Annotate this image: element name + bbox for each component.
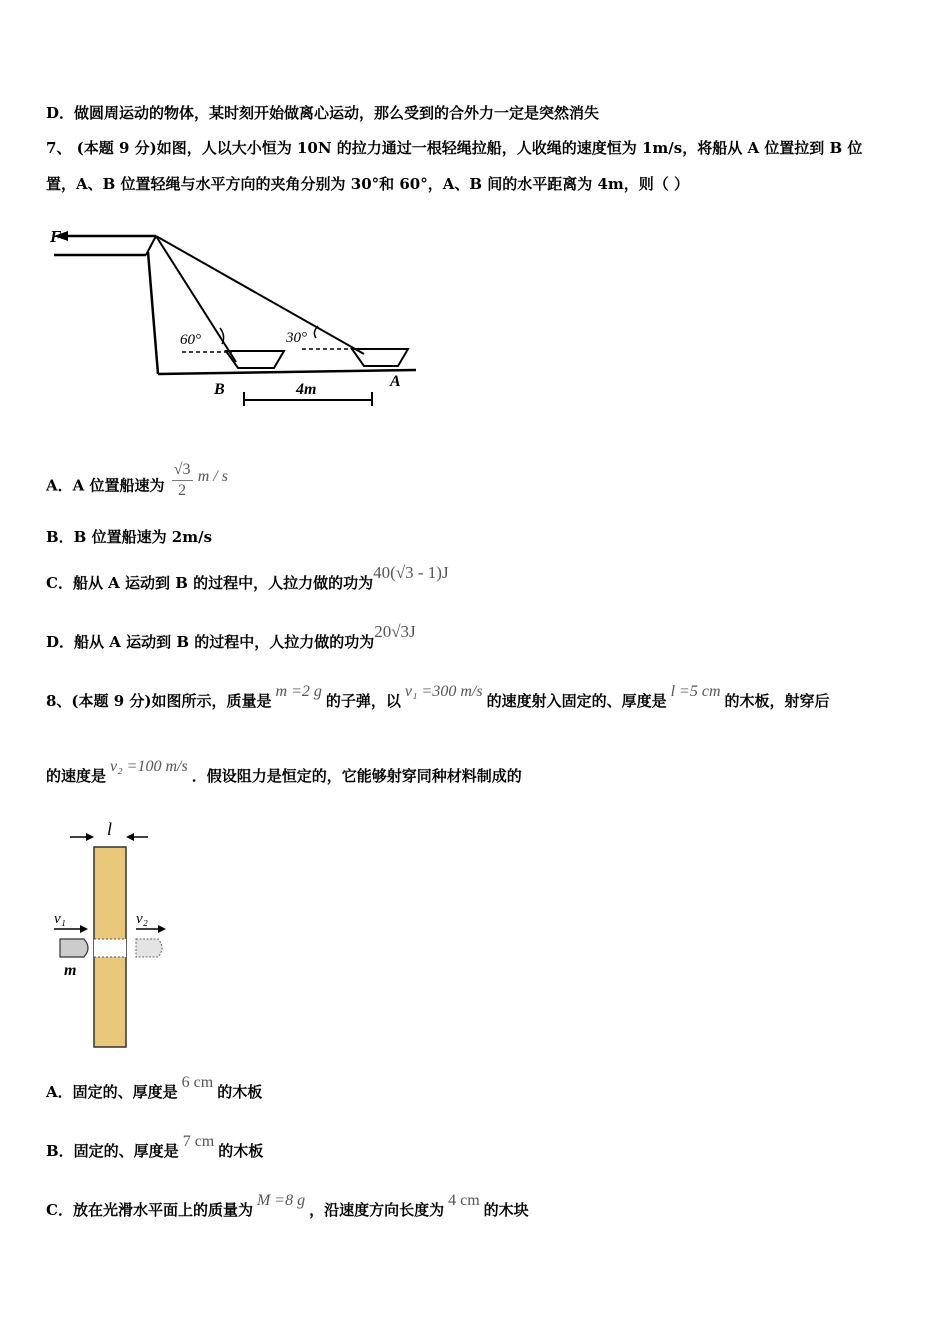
q7-text-line1: 7、 (本题 9 分)如图，人以大小恒为 10N 的拉力通过一根轻绳拉船，人收绳的速度恒为 1m/s，将船从 A 位置拉到 B 位 — [46, 139, 863, 157]
q7c-formula: 40(√3 - 1)J — [373, 563, 449, 582]
q8-text-line1: 8、(本题 9 分)如图所示，质量是m =2 g的子弹，以v₁ =300 m/s的速度射入固定的、厚度是l =5 cm的木板，射穿后 — [46, 683, 830, 710]
boat-rope-figure — [46, 222, 426, 407]
q8c-mass: M =8 g — [256, 1192, 306, 1209]
exit-bullet-icon — [136, 939, 162, 957]
distance-label: 4m — [296, 381, 317, 398]
mass-label: m — [64, 962, 77, 979]
q7a-denominator: 2 — [178, 482, 187, 499]
q7a-numerator: √3 — [172, 460, 193, 481]
q7-option-c: C．船从 A 运动到 B 的过程中，人拉力做的功为40(√3 - 1)J — [46, 563, 449, 592]
q7a-unit: m / s — [197, 467, 228, 485]
q7-option-a: A．A 位置船速为 $\frac{√3}{2}$ m / s — [46, 461, 228, 499]
point-a-label: A — [390, 373, 401, 390]
point-b-label: B — [214, 381, 225, 398]
q7d-formula: 20√3J — [374, 622, 416, 641]
thickness-label: l — [107, 819, 113, 839]
bullet-icon — [60, 939, 88, 957]
angle-60-label: 60° — [180, 332, 201, 348]
q7-option-d: D．船从 A 运动到 B 的过程中，人拉力做的功为20√3J — [46, 622, 416, 651]
q8-v1: v₁ =300 m/s — [404, 683, 483, 700]
q8-thickness: l =5 cm — [670, 683, 721, 700]
q8-v2: v₂ =100 m/s — [110, 758, 188, 775]
bullet-board-figure — [50, 815, 180, 1050]
q7-text-line2: 置，A、B 位置轻绳与水平方向的夹角分别为 30°和 60°，A、B 间的水平距离为 4m，则（ ） — [46, 175, 690, 193]
angle-30-label: 30° — [286, 330, 307, 346]
q8b-thickness: 7 cm — [182, 1133, 215, 1150]
q8-text-line2: 的速度是v₂ =100 m/s．假设阻力是恒定的，它能够射穿同种材料制成的 — [46, 758, 522, 785]
q8a-thickness: 6 cm — [181, 1074, 214, 1091]
q8-option-b: B．固定的、厚度是7 cm的木板 — [46, 1133, 264, 1160]
q8-mass: m =2 g — [275, 683, 322, 700]
v2-label: v₂ — [136, 911, 148, 927]
q8-option-c: C．放在光滑水平面上的质量为M =8 g，沿速度方向长度为4 cm的木块 — [46, 1192, 529, 1219]
q8c-length: 4 cm — [448, 1192, 480, 1209]
q7-option-b: B．B 位置船速为 2m/s — [46, 528, 213, 546]
force-label: F — [50, 227, 62, 246]
v1-label: v₁ — [54, 911, 66, 927]
q6-option-d: D．做圆周运动的物体，某时刻开始做离心运动，那么受到的合外力一定是突然消失 — [46, 104, 600, 122]
q8-option-a: A．固定的、厚度是6 cm的木板 — [46, 1074, 263, 1101]
